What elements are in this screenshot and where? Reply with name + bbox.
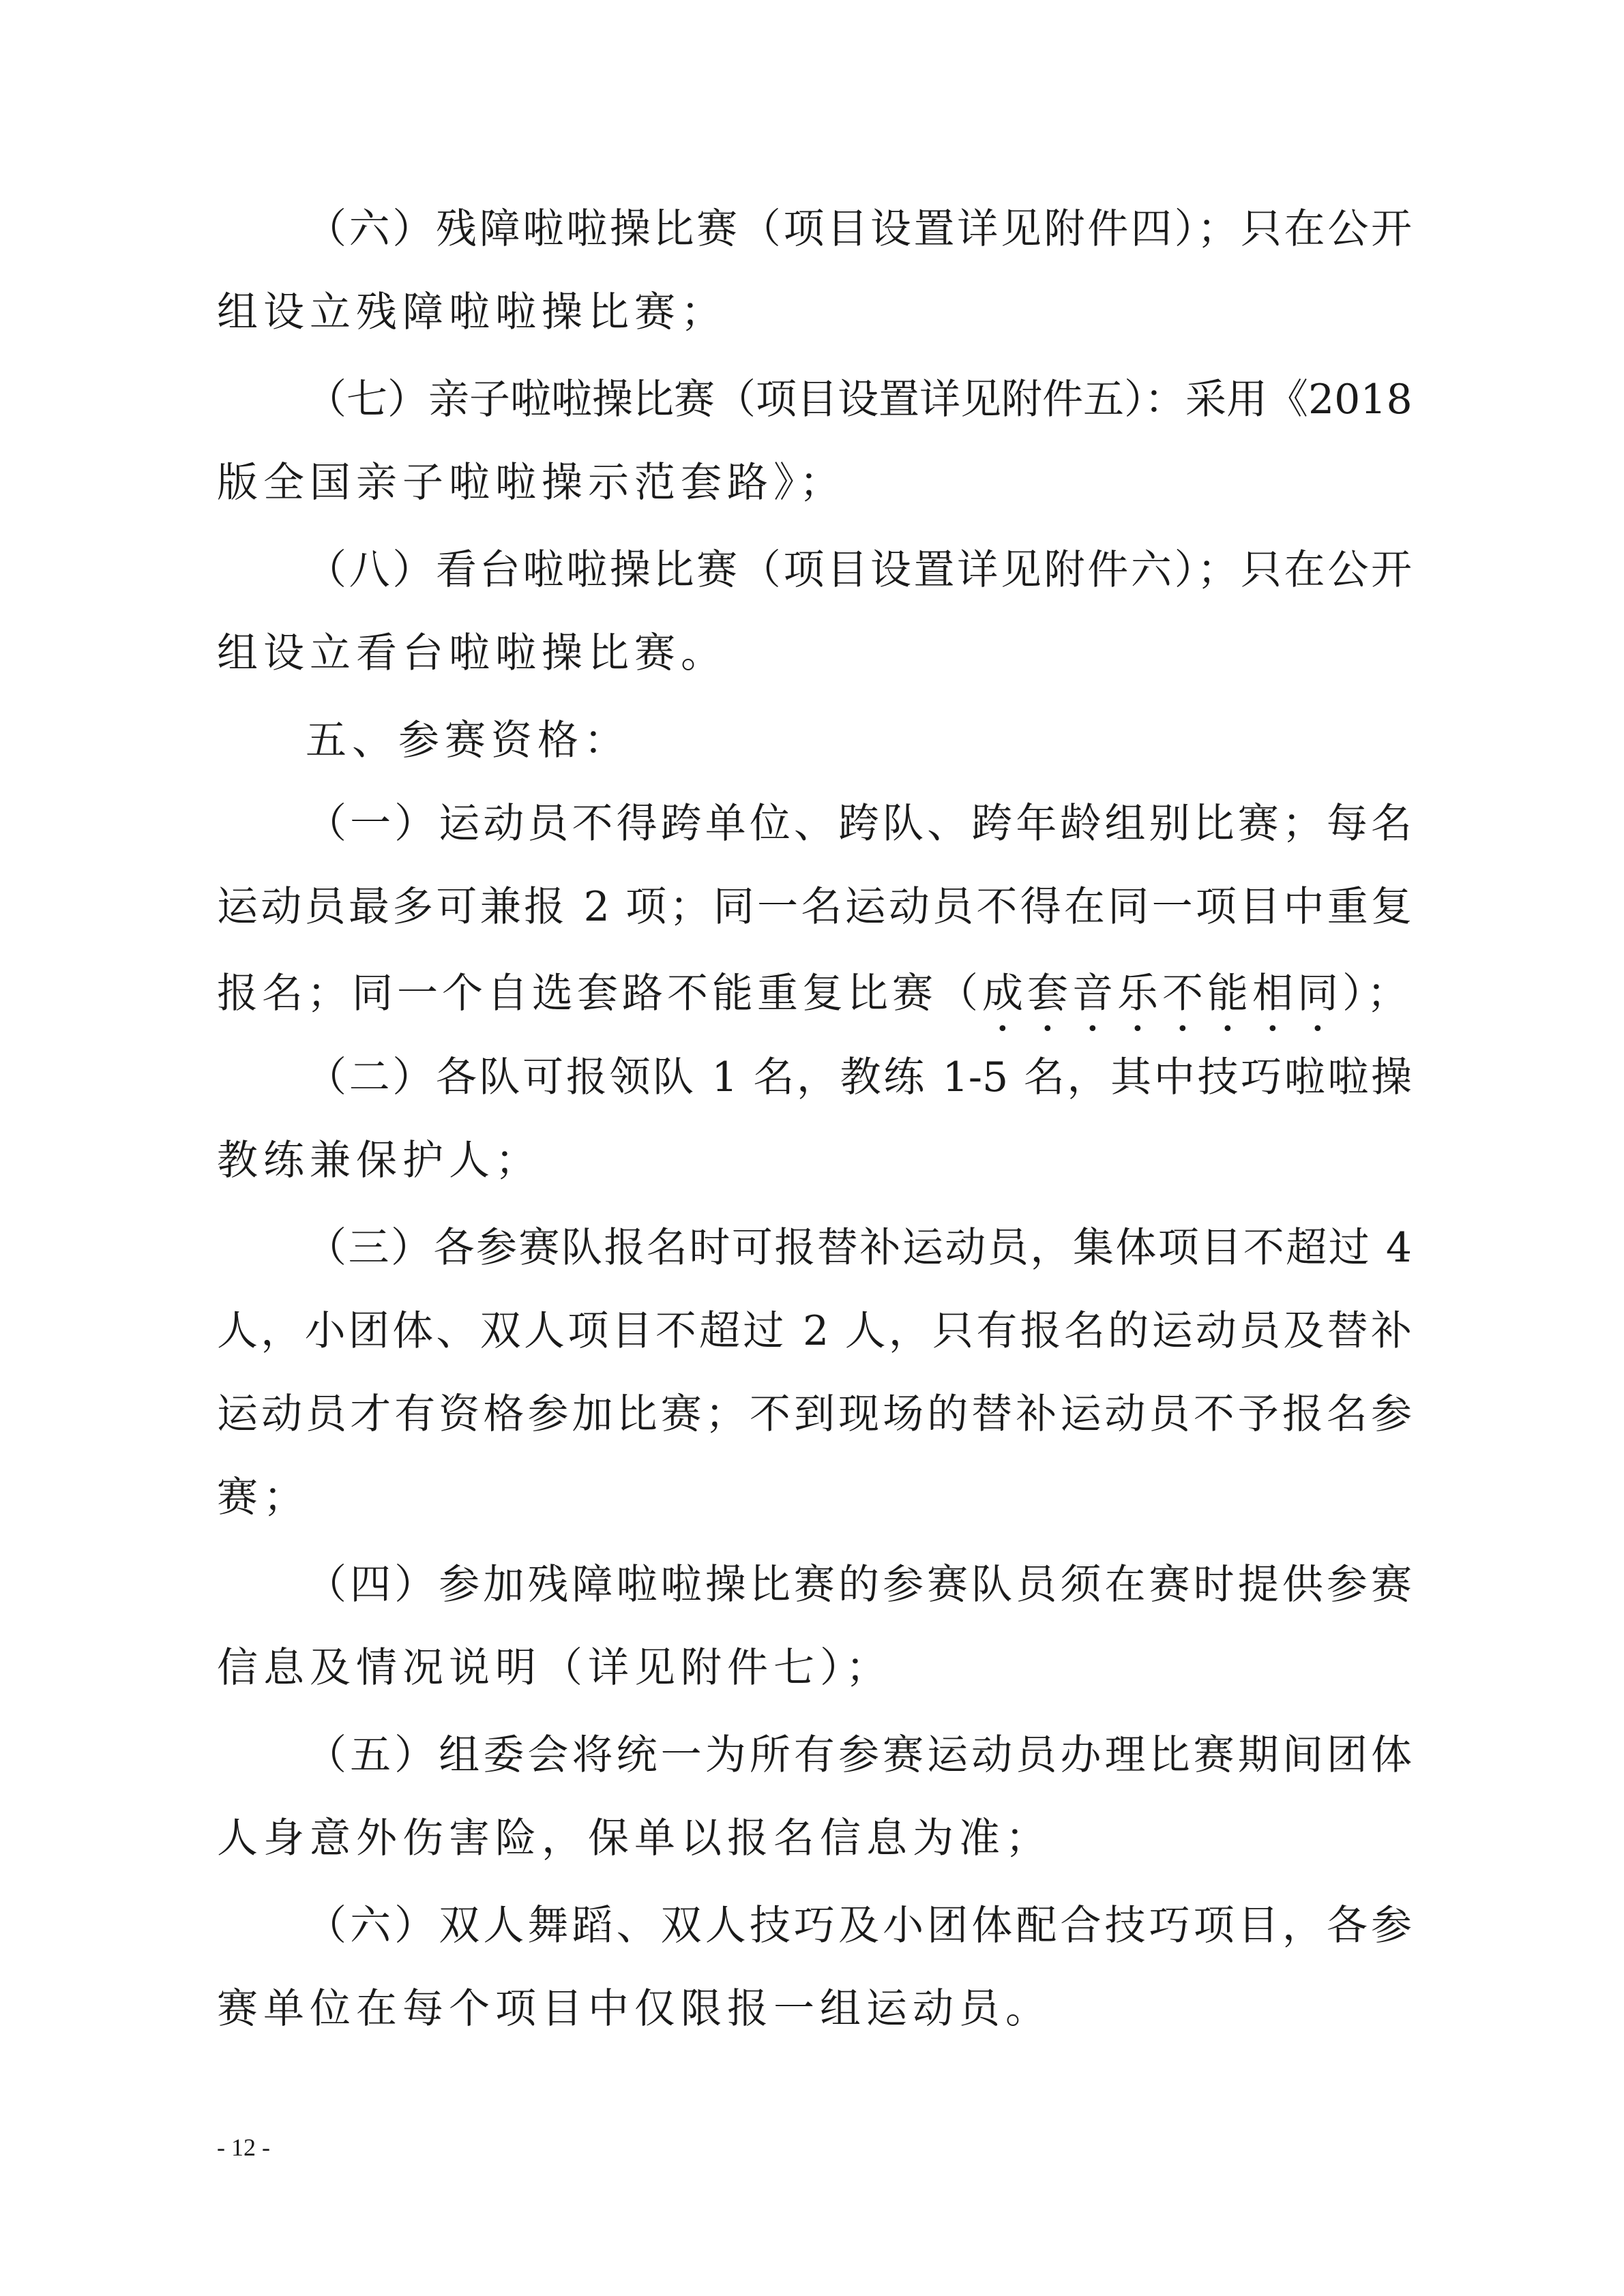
paragraph-line: [217, 970, 1412, 1041]
paragraph-line: 教练兼保护人；: [217, 1137, 542, 1184]
paragraph-line: 运动员才有资格参加比赛；不到现场的替补运动员不予报名参: [217, 1390, 1412, 1438]
paragraph-line: （六）残障啦啦操比赛（项目设置详见附件四）；只在公开: [306, 205, 1412, 253]
section-heading: 五、参赛资格：: [306, 717, 630, 764]
paragraph-line: 组设立残障啦啦操比赛；: [217, 288, 727, 336]
paragraph-line: 人身意外伤害险，保单以报名信息为准；: [217, 1815, 1052, 1862]
paragraph-line: 赛单位在每个项目中仅限报一组运动员。: [217, 1985, 1052, 2033]
paragraph-line: 组设立看台啦啦操比赛。: [217, 629, 727, 677]
page-number: - 12 -: [217, 2134, 270, 2161]
paragraph-line: 运动员最多可兼报 2 项；同一名运动员不得在同一项目中重复: [217, 883, 1412, 931]
paragraph-line: 信息及情况说明（详见附件七）；: [217, 1644, 892, 1692]
paragraph-line: （五）组委会将统一为所有参赛运动员办理比赛期间团体: [306, 1731, 1412, 1779]
text-run: ；: [1367, 970, 1412, 1017]
paragraph-line: （四）参加残障啦啦操比赛的参赛队员须在赛时提供参赛: [306, 1561, 1412, 1609]
paragraph-line: （三）各参赛队报名时可报替补运动员，集体项目不超过 4: [306, 1224, 1412, 1272]
paragraph-line: （一）运动员不得跨单位、跨队、跨年龄组别比赛；每名: [306, 800, 1412, 848]
paragraph-line: 版全国亲子啦啦操示范套路》；: [217, 459, 846, 507]
paragraph-line: （六）双人舞蹈、双人技巧及小团体配合技巧项目，各参: [306, 1902, 1412, 1950]
text-run: 报名；同一个自选套路不能重复比赛: [217, 970, 937, 1017]
paragraph-line: （七）亲子啦啦操比赛（项目设置详见附件五）：采用《2018: [306, 376, 1413, 423]
paragraph-line: 赛；: [217, 1474, 310, 1521]
emphasized-text: （成套音乐不能相同）: [937, 970, 1367, 1017]
paragraph-line: （八）看台啦啦操比赛（项目设置详见附件六）；只在公开: [306, 546, 1412, 594]
paragraph-line: （二）各队可报领队 1 名，教练 1-5 名，其中技巧啦啦操: [306, 1054, 1412, 1101]
paragraph-line: 人，小团体、双人项目不超过 2 人，只有报名的运动员及替补: [217, 1307, 1412, 1355]
